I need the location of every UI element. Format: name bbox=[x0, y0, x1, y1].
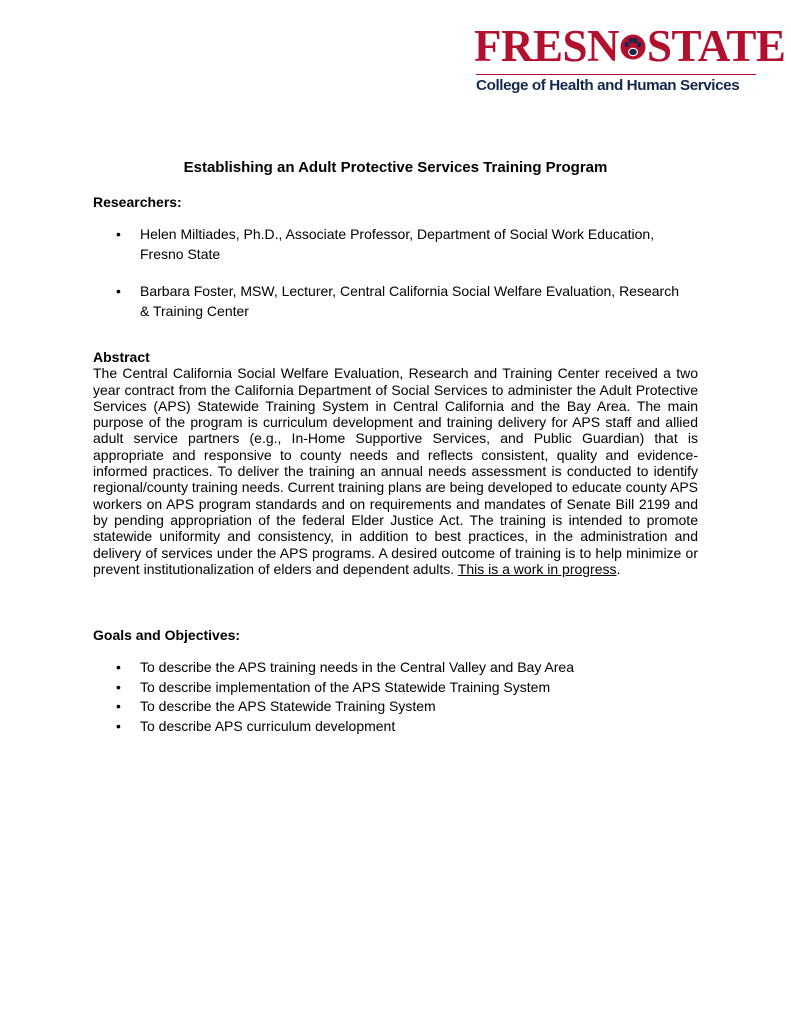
researcher-item bbox=[116, 282, 706, 321]
goal-item bbox=[116, 717, 706, 737]
bullet-icon: • bbox=[116, 283, 121, 299]
goal-text: To describe the APS Statewide Training System bbox=[140, 698, 436, 714]
document-title: Establishing an Adult Protective Services Training Program bbox=[183, 159, 608, 176]
goals-heading: Goals and Objectives: bbox=[93, 627, 241, 643]
bullet-icon: • bbox=[116, 698, 121, 714]
researchers-list-2 bbox=[116, 282, 706, 321]
abstract-section bbox=[93, 349, 698, 577]
researcher-line: Fresno State bbox=[140, 245, 221, 262]
abstract-text bbox=[93, 365, 698, 577]
logo-wordmark bbox=[474, 21, 786, 71]
abstract-body-text: The Central California Social Welfare Evaluation, Research and Training Center received a two year contract from the California Department of Social Services to administer the Adult Protective Services (APS) Statewide Training System in Central California and the Bay Area. The main purpose of the program is curriculum development and training delivery for APS staff and allied adult service partners (e.g., In-Home Supportive Services, and Public Guardian) that is appropriate and responsive to county needs and reflects consistent, quality and evidence-informed practices. To deliver the training an annual needs assessment is conducted to identify regional/county training needs. Current training plans are being developed to educate county APS workers on APS program standards and on requirements and mandates of Senate Bill 2199 and by pending appropriation of the federal Elder Justice Act. The training is intended to promote statewide uniformity and consistency, in addition to best practices, in the administration and delivery of services under the APS programs. A desired outcome of training is to help minimize or prevent institutionalization of elders and dependent adults. bbox=[93, 365, 698, 577]
bulldog-paw-icon bbox=[620, 26, 646, 66]
logo-word-fresno: FRESN bbox=[474, 21, 620, 71]
goal-item bbox=[116, 697, 706, 717]
logo-divider bbox=[476, 74, 756, 75]
goal-text: To describe the APS training needs in the Central Valley and Bay Area bbox=[140, 659, 575, 675]
bullet-icon: • bbox=[116, 659, 121, 675]
goal-item bbox=[116, 678, 706, 698]
abstract-period: . bbox=[616, 560, 621, 577]
researcher-item bbox=[116, 225, 706, 264]
abstract-underlined-text: This is a work in progress bbox=[457, 560, 617, 577]
logo-word-state: STATE bbox=[647, 21, 786, 71]
logo-subtitle: College of Health and Human Services bbox=[476, 77, 740, 94]
researchers-list bbox=[116, 225, 706, 264]
goal-item bbox=[116, 658, 706, 678]
abstract-heading: Abstract bbox=[93, 349, 150, 365]
bullet-icon: • bbox=[116, 226, 121, 242]
fresno-state-logo bbox=[474, 21, 786, 96]
bullet-icon: • bbox=[116, 717, 121, 734]
bullet-icon: • bbox=[116, 678, 121, 695]
researcher-line: Barbara Foster, MSW, Lecturer, Central California Social Welfare Evaluation, Research bbox=[140, 283, 679, 299]
researcher-line: & Training Center bbox=[140, 302, 249, 319]
goal-text: To describe APS curriculum development bbox=[140, 717, 396, 734]
goal-text: To describe implementation of the APS Statewide Training System bbox=[140, 678, 551, 695]
researchers-heading: Researchers: bbox=[93, 194, 182, 210]
goals-list bbox=[116, 658, 706, 736]
researcher-line: Helen Miltiades, Ph.D., Associate Professor, Department of Social Work Education, bbox=[140, 226, 655, 242]
